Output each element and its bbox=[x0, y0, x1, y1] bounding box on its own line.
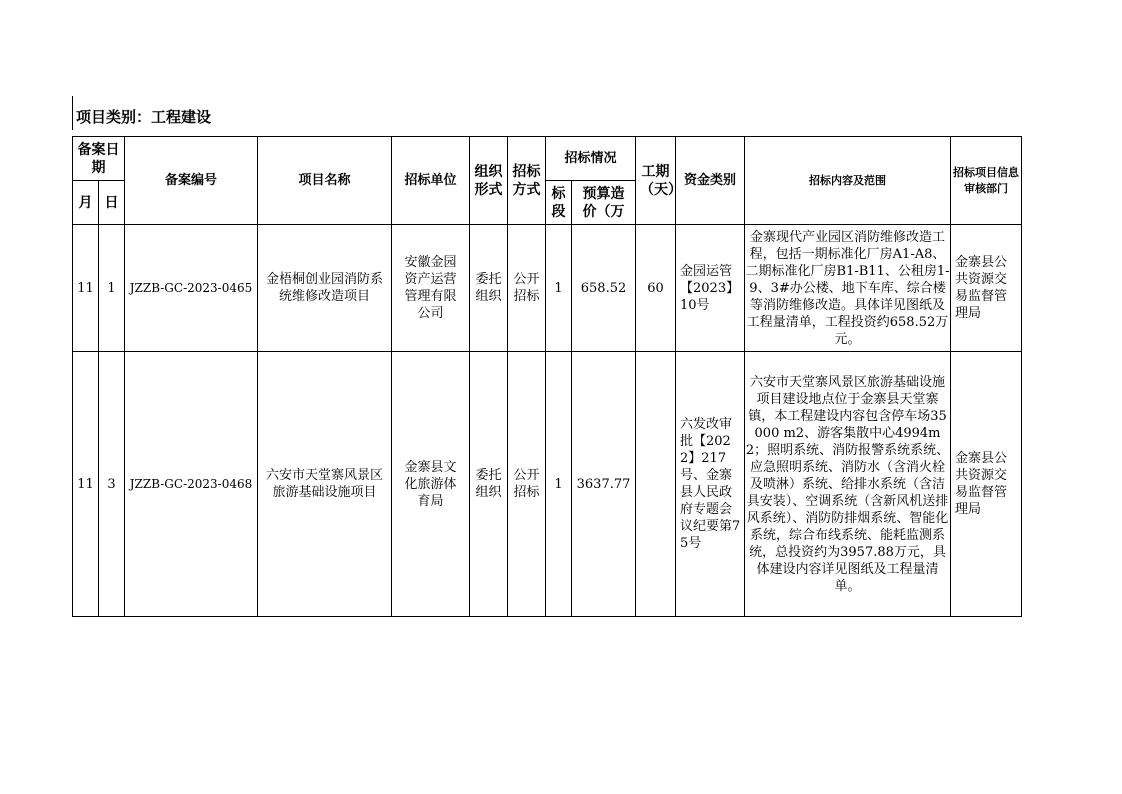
cell-lots: 1 bbox=[546, 225, 572, 352]
left-margin-line bbox=[72, 96, 73, 130]
header-filing-no: 备案编号 bbox=[125, 137, 258, 225]
cell-filing-no: JZZB-GC-2023-0468 bbox=[125, 352, 258, 617]
cell-org-form: 委托组织 bbox=[470, 352, 508, 617]
header-filing-date: 备案日期 bbox=[73, 137, 125, 181]
cell-org-form: 委托组织 bbox=[470, 225, 508, 352]
cell-scope: 六安市天堂寨风景区旅游基础设施项目建设地点位于金寨县天堂寨镇，本工程建设内容包含停车场35000 m2、游客集散中心4994m2；照明系统、消防报警系统系统、应急照明系统、消防水（含消火栓及喷淋）系统、给排水系统（含洁具安装）、空调系统（含新风机送排风系统）、消防防排烟系统、智能化系统，综合布线系统、能耗监测系统，总投资约为3957.88万元，具体建设内容详见图纸及工程量清单。 bbox=[745, 352, 951, 617]
cell-filing-no: JZZB-GC-2023-0465 bbox=[125, 225, 258, 352]
header-month: 月 bbox=[73, 181, 99, 225]
header-tender-info: 招标情况 bbox=[546, 137, 636, 181]
cell-budget: 3637.77 bbox=[572, 352, 636, 617]
header-duration: 工期（天） bbox=[636, 137, 676, 225]
project-category-label: 项目类别：工程建设 bbox=[76, 108, 212, 126]
table-row bbox=[73, 225, 1022, 352]
header-budget: 预算造价（万 bbox=[572, 181, 636, 225]
cell-month: 11 bbox=[73, 352, 99, 617]
cell-tender-unit: 安徽金园资产运营管理有限公司 bbox=[392, 225, 470, 352]
cell-day: 1 bbox=[99, 225, 125, 352]
filing-table bbox=[72, 136, 1022, 617]
table-row bbox=[73, 352, 1022, 617]
cell-duration: 60 bbox=[636, 225, 676, 352]
header-row-1 bbox=[73, 137, 1022, 181]
cell-project-name: 六安市天堂寨风景区旅游基础设施项目 bbox=[258, 352, 392, 617]
header-lots: 标段 bbox=[546, 181, 572, 225]
cell-month: 11 bbox=[73, 225, 99, 352]
cell-duration bbox=[636, 352, 676, 617]
header-fund-type: 资金类别 bbox=[676, 137, 745, 225]
cell-tender-unit: 金寨县文化旅游体育局 bbox=[392, 352, 470, 617]
header-tender-unit: 招标单位 bbox=[392, 137, 470, 225]
header-tender-method: 招标方式 bbox=[508, 137, 546, 225]
cell-review-dept: 金寨县公共资源交易监督管理局 bbox=[951, 225, 1022, 352]
header-day: 日 bbox=[99, 181, 125, 225]
cell-tender-method: 公开招标 bbox=[508, 352, 546, 617]
cell-fund-type: 金园运管【2023】10号 bbox=[676, 225, 745, 352]
cell-fund-type: 六发改审批【2022】217号、金寨县人民政府专题会议纪要第75号 bbox=[676, 352, 745, 617]
cell-project-name: 金梧桐创业园消防系统维修改造项目 bbox=[258, 225, 392, 352]
header-project-name: 项目名称 bbox=[258, 137, 392, 225]
header-review-dept: 招标项目信息审核部门 bbox=[951, 137, 1022, 225]
cell-day: 3 bbox=[99, 352, 125, 617]
cell-budget: 658.52 bbox=[572, 225, 636, 352]
cell-scope: 金寨现代产业园区消防维修改造工程，包括一期标准化厂房A1-A8、二期标准化厂房B1-B11、公租房1-9、3#办公楼、地下车库、综合楼等消防维修改造。具体详见图纸及工程量清单，工程投资约658.52万元。 bbox=[745, 225, 951, 352]
cell-review-dept: 金寨县公共资源交易监督管理局 bbox=[951, 352, 1022, 617]
cell-tender-method: 公开招标 bbox=[508, 225, 546, 352]
header-scope: 招标内容及范围 bbox=[745, 137, 951, 225]
header-org-form: 组织形式 bbox=[470, 137, 508, 225]
cell-lots: 1 bbox=[546, 352, 572, 617]
